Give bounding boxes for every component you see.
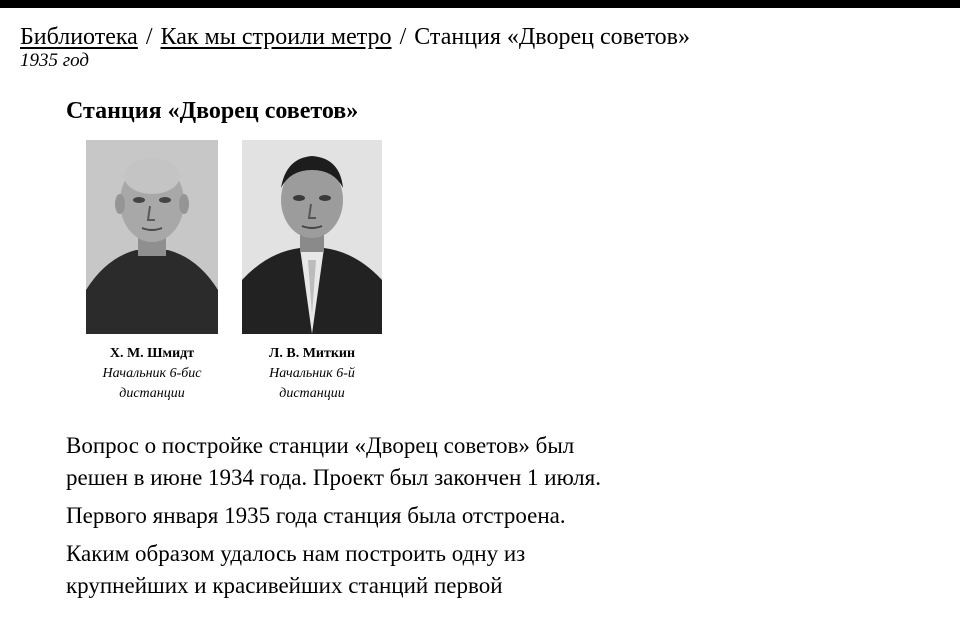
portrait-mitkin bbox=[226, 140, 398, 404]
article-paragraph: Каким образом удалось нам построить одну из крупнейших и красивейших станций первой bbox=[66, 541, 526, 598]
breadcrumb-link-library[interactable]: Библиотека bbox=[20, 24, 138, 50]
portrait-caption-mitkin bbox=[226, 344, 398, 404]
portrait-name: Л. В. Миткин bbox=[268, 346, 356, 361]
article-paragraph: Первого января 1935 года станция была отстроена. bbox=[66, 503, 566, 528]
portrait-photo-shmidt bbox=[86, 140, 218, 334]
article-title: Станция «Дворец советов» bbox=[66, 98, 359, 124]
portrait-photo-shmidt-image bbox=[86, 140, 218, 334]
portrait-caption-shmidt bbox=[66, 344, 238, 404]
breadcrumb-link-book[interactable]: Как мы строили метро bbox=[160, 24, 392, 50]
page-header bbox=[20, 22, 940, 70]
portrait-photo-mitkin bbox=[242, 140, 382, 334]
breadcrumb-current: Станция «Дворец советов» bbox=[414, 24, 690, 50]
breadcrumb-separator: / bbox=[139, 24, 159, 50]
breadcrumb bbox=[20, 22, 940, 52]
portrait-role: Начальник 6-й дистанции bbox=[269, 366, 355, 401]
portrait-name: Х. М. Шмидт bbox=[109, 346, 195, 361]
breadcrumb-separator: / bbox=[393, 24, 413, 50]
portrait-photo-mitkin-image bbox=[242, 140, 382, 334]
portrait-shmidt bbox=[66, 140, 238, 404]
article-body bbox=[66, 430, 666, 608]
portraits-block bbox=[66, 140, 426, 410]
publication-year: 1935 год bbox=[20, 50, 90, 71]
article bbox=[66, 96, 666, 598]
article-paragraph: Вопрос о постройке станции «Дворец советов» был решен в июне 1934 года. Проект был закончен 1 июля. bbox=[66, 433, 601, 490]
top-border bbox=[0, 0, 960, 8]
portrait-role: Начальник 6-бис дистанции bbox=[102, 366, 202, 401]
